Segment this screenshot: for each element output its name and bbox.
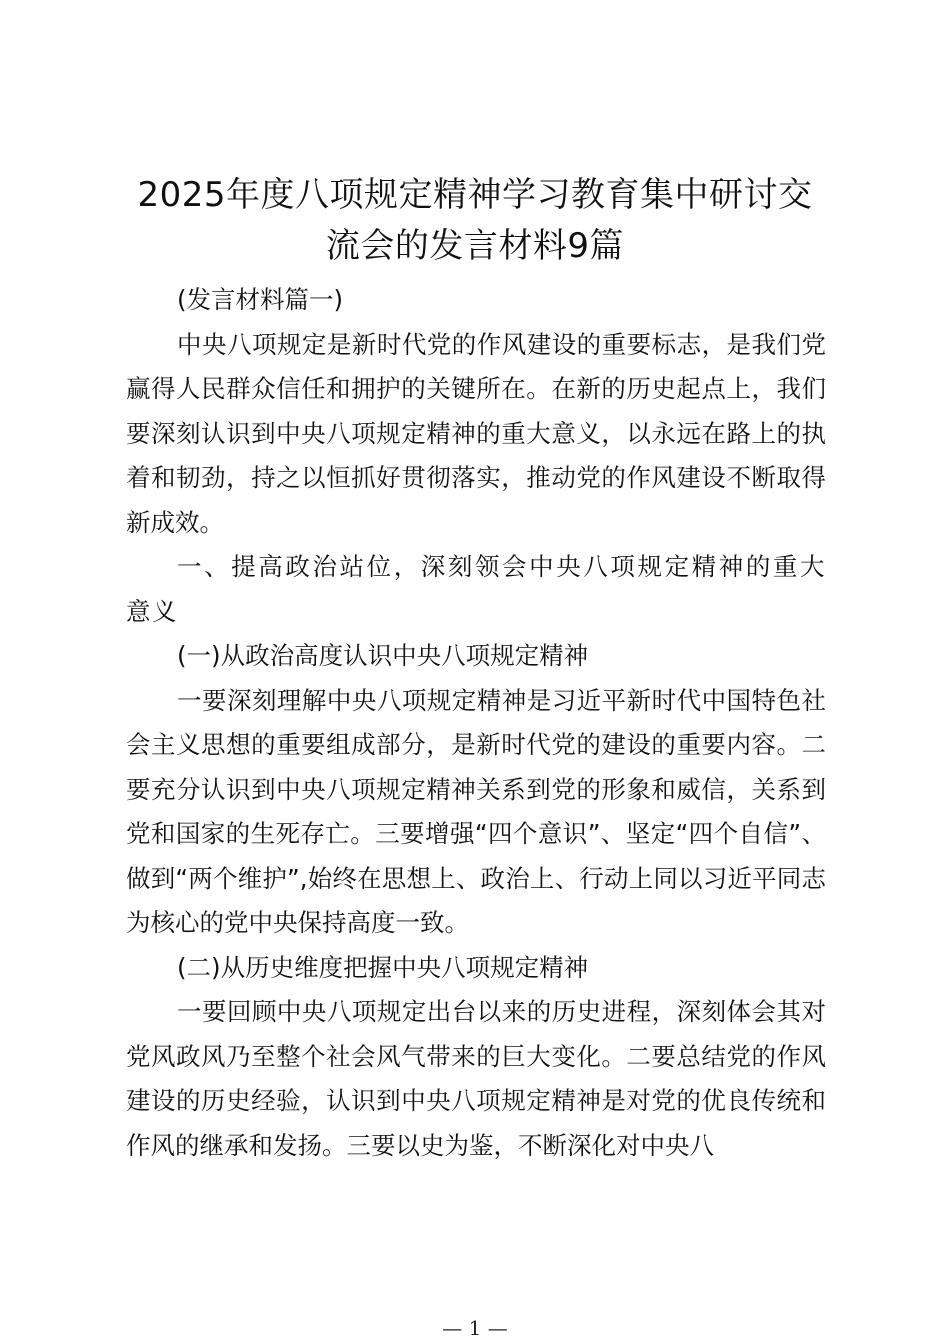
body-paragraph-1: 一要深刻理解中央八项规定精神是习近平新时代中国特色社会主义思想的重要组成部分，是新时代党的建设的重要内容。二要充分认识到中央八项规定精神关系到党的形象和威信，关系到党和国家的生死存亡。三要增强“四个意识”、坚定“四个自信”、做到“两个维护”,始终在思想上、政治上、行动上同以习近平同志为核心的党中央保持高度一致。 [126, 685, 826, 937]
intro-paragraph: 中央八项规定是新时代党的作风建设的重要标志，是我们党赢得人民群众信任和拥护的关键所在。在新的历史起点上，我们要深刻认识到中央八项规定精神的重大意义，以永远在路上的执着和韧劲，持之以恒抓好贯彻落实，推动党的作风建设不断取得新成效。 [126, 329, 826, 537]
title-line-2: 流会的发言材料9篇 [325, 226, 625, 266]
document-title [100, 170, 850, 272]
subsection-heading-2: (二)从历史维度把握中央八项规定精神 [177, 952, 589, 982]
document-body [126, 278, 826, 1168]
body-paragraph-2: 一要回顾中央八项规定出台以来的历史进程，深刻体会其对党风政风乃至整个社会风气带来的巨大变化。二要总结党的作风建设的历史经验，认识到中央八项规定精神是对党的优良传统和作风的继承和发扬。三要以史为鉴，不断深化对中央八 [126, 997, 826, 1160]
page-number: — 1 — [442, 1316, 508, 1340]
section-label: (发言材料篇一) [177, 285, 344, 314]
title-line-1: 2025年度八项规定精神学习教育集中研讨交 [137, 175, 813, 215]
subsection-heading-1: (一)从政治高度认识中央八项规定精神 [177, 641, 589, 670]
section-heading-1: 一、提高政治站位，深刻领会中央八项规定精神的重大意义 [126, 552, 826, 626]
